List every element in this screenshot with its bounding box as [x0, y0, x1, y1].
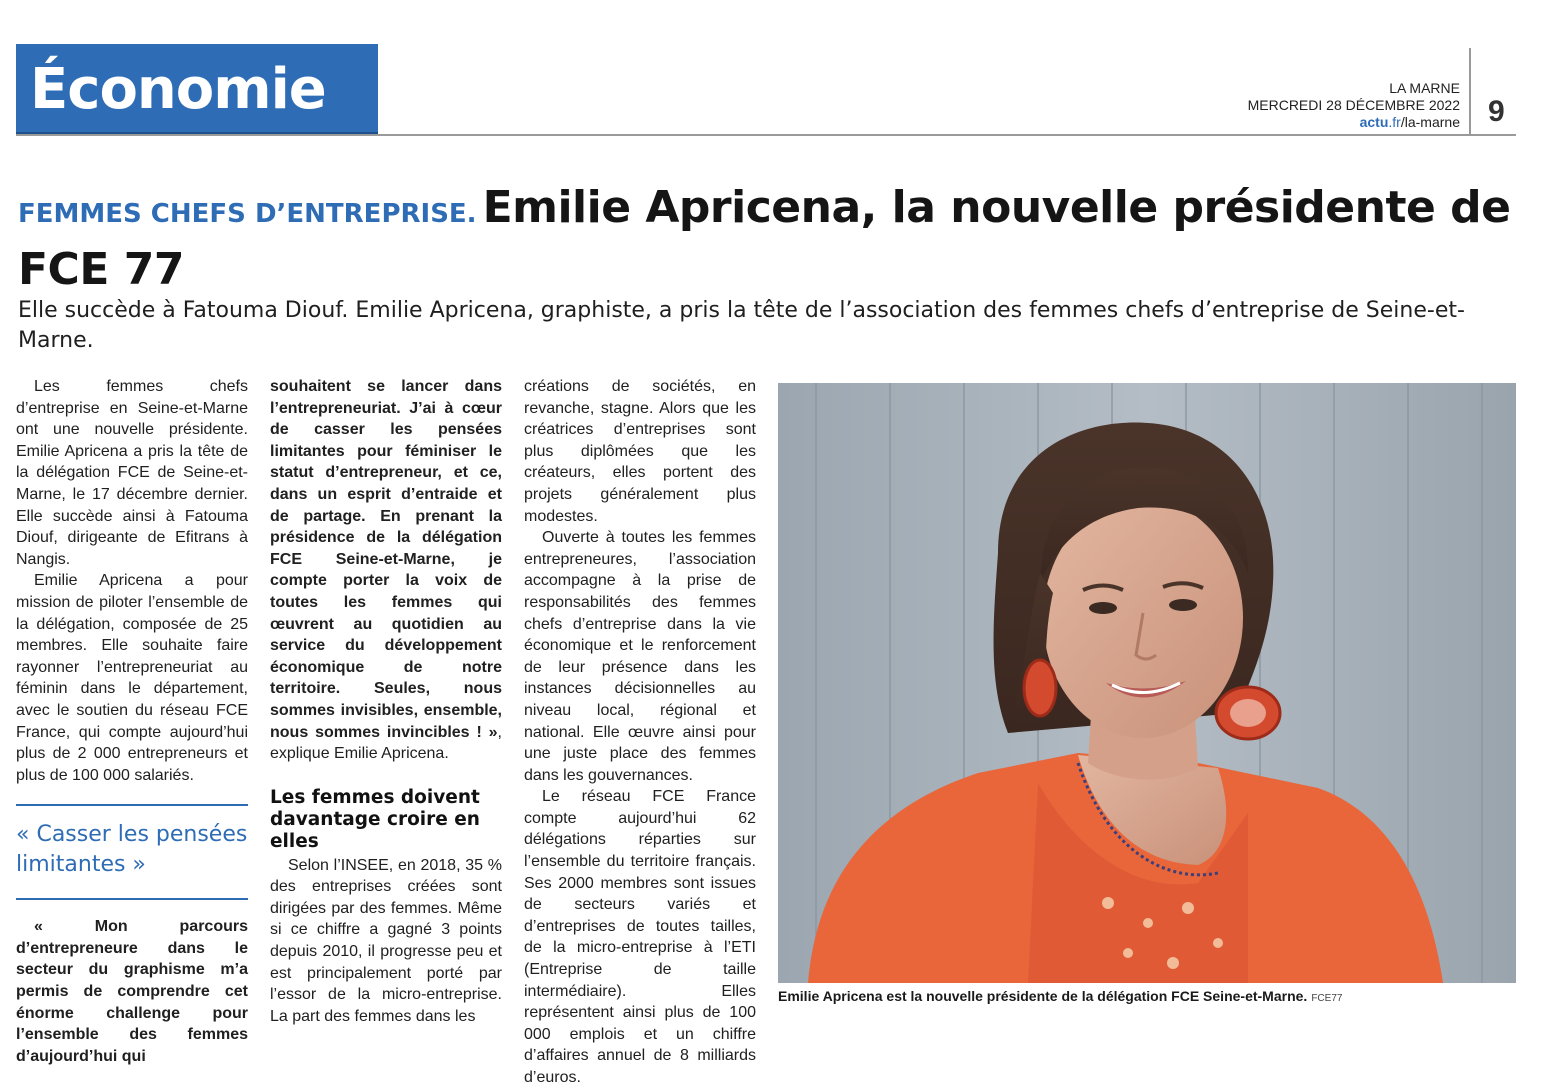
article-headline: [18, 180, 1518, 298]
quote-paragraph: « Mon parcours d’entrepreneure dans le secteur du graphisme m’a permis de comprendre cet énorme challenge pour l’ensemble des femmes d’aujourd’hui qui: [16, 918, 248, 1065]
article-subheading: Les femmes doivent davantage croire en elles: [270, 786, 480, 852]
paragraph: créations de sociétés, en revanche, stagne. Alors que les créatrices d’entreprises sont plus diplômées que les créateurs, elles portent des projets généralement plus modestes.: [524, 378, 756, 525]
url-host: actu: [1359, 114, 1389, 130]
paragraph: Emilie Apricena a pour mission de piloter l’ensemble de la délégation, composée de 25 membres. Elle souhaite faire rayonner l’entrepreneuriat au féminin dans le département, avec le soutien du réseau FCE France, qui compte aujourd’hui plus de 2 000 entrepreneurs et plus de 100 000 salariés.: [16, 572, 248, 784]
paragraph: Ouverte à toutes les femmes entrepreneures, l’association accompagne à la prise de responsabilités des femmes chefs d’entreprise dans la vie économique et le renforcement de leur présence dans les instances décisionnelles au niveau local, régional et national. Elle œuvre ainsi pour une juste place des femmes dans les gouvernances.: [524, 529, 756, 784]
article-column-3: [524, 376, 756, 1089]
photo-credit: FCE77: [1311, 993, 1343, 1004]
section-title: Économie: [30, 57, 326, 122]
url-path: /la-marne: [1400, 114, 1460, 130]
pull-quote: « Casser les pensées limitantes »: [16, 804, 248, 900]
page-number: 9: [1488, 95, 1505, 128]
header-rule: [16, 134, 1516, 136]
paragraph: Selon l’INSEE, en 2018, 35 % des entreprises créées sont dirigées par des femmes. Même si ce chiffre a gagné 3 points depuis 2010, il progresse peu et est principalement porté par l’essor de la micro-entreprise. La part des femmes dans les: [270, 856, 502, 1025]
newspaper-name: LA MARNE: [1389, 80, 1460, 96]
masthead: [1100, 80, 1460, 131]
quote-text: souhaitent se lancer dans l’entrepreneuriat. J’ai à cœur de casser les pensées limitantes pour féminiser le statut d’entrepreneur, et ce, dans un esprit d’entraide et de partage. En prenant la présidence de la délégation FCE Seine-et-Marne, je compte porter la voix de toutes les femmes qui œuvrent au quotidien au service du développement économique de notre territoire. Seules, nous sommes invisibles, ensemble, nous sommes invincibles ! »: [270, 378, 502, 741]
portrait-photo: [778, 383, 1516, 983]
photo-caption: [778, 987, 1516, 1008]
paragraph: Les femmes chefs d’entreprise en Seine-et-Marne ont une nouvelle présidente. Emilie Apricena a pris la tête de la délégation FCE de Seine-et-Marne, le 17 décembre dernier. Elle succède ainsi à Fatouma Diouf, dirigeante de Efitrans à Nangis.: [16, 378, 248, 568]
article-kicker: FEMMES CHEFS D’ENTREPRISE.: [18, 199, 477, 229]
article-title: Emilie Apricena, la nouvelle présidente de FCE 77: [18, 182, 1511, 295]
article-column-2: [270, 376, 502, 1027]
quote-attribution: , explique Emilie Apricena.: [270, 723, 502, 763]
quote-continuation: [270, 376, 502, 765]
caption-text: Emilie Apricena est la nouvelle présidente de la délégation FCE Seine-et-Marne.: [778, 988, 1308, 1004]
article-column-1: [16, 376, 248, 1067]
url-tld: .fr: [1388, 114, 1401, 130]
website-url: [1100, 114, 1460, 131]
section-banner: [16, 44, 378, 134]
paragraph: Le réseau FCE France compte aujourd’hui 62 délégations réparties sur l’ensemble du territoire français. Ses 2000 membres sont issues de secteurs variés et d’entreprises de toutes tailles, de la micro-entreprise à l’ETI (Entreprise de taille intermédiaire). Elles représentent ainsi plus de 100 000 emplois et un chiffre d’affaires annuel de 8 milliards d’euros.: [524, 788, 756, 1086]
article-standfirst: Elle succède à Fatouma Diouf. Emilie Apricena, graphiste, a pris la tête de l’association des femmes chefs d’entreprise de Seine-et-Marne.: [18, 298, 1465, 353]
header-divider: [1469, 48, 1471, 136]
issue-date: MERCREDI 28 DÉCEMBRE 2022: [1247, 97, 1460, 113]
